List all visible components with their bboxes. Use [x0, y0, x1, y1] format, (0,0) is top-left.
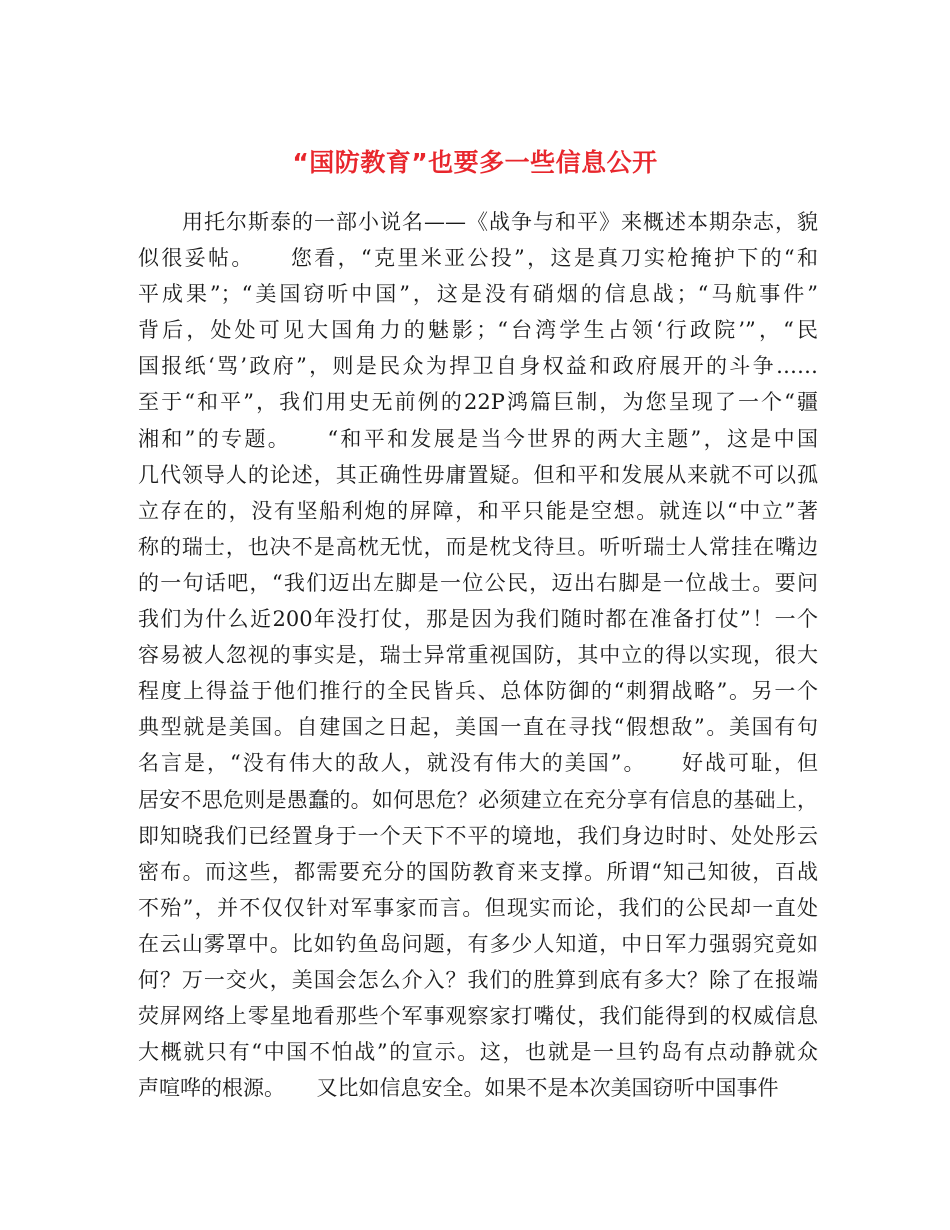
body-line: 几代领导人的论述，其正确性毋庸置疑。但和平和发展从来就不可以孤 [138, 462, 818, 487]
body-line: 立存在的，没有坚船利炮的屏障，和平只能是空想。就连以“中立”著 [138, 498, 818, 523]
body-line: 至于“和平”，我们用史无前例的22P鸿篇巨制，为您呈现了一个“疆 [138, 390, 818, 415]
body-line: 即知晓我们已经置身于一个天下不平的境地，我们身边时时、处处彤云 [138, 823, 818, 848]
document-title: “国防教育”也要多一些信息公开 [292, 147, 658, 177]
body-line: 不殆”，并不仅仅针对军事家而言。但现实而论，我们的公民却一直处 [138, 895, 818, 920]
body-line: 何？万一交火，美国会怎么介入？我们的胜算到底有多大？除了在报端 [138, 967, 818, 992]
body-line: 程度上得益于他们推行的全民皆兵、总体防御的“刺猬战略”。另一个 [138, 679, 818, 704]
body-line: 容易被人忽视的事实是，瑞士异常重视国防，其中立的得以实现，很大 [138, 643, 818, 668]
body-line: 平成果”；“美国窃听中国”，这是没有硝烟的信息战；“马航事件” [138, 282, 818, 307]
body-line: 似很妥帖。 您看，“克里米亚公投”，这是真刀实枪掩护下的“和 [138, 246, 818, 271]
body-line: 称的瑞士，也决不是高枕无忧，而是枕戈待旦。听听瑞士人常挂在嘴边 [138, 534, 818, 559]
body-line: 湘和”的专题。 “和平和发展是当今世界的两大主题”，这是中国 [138, 426, 818, 451]
body-line: 名言是，“没有伟大的敌人，就没有伟大的美国”。 好战可耻，但 [138, 751, 818, 776]
body-line: 我们为什么近200年没打仗，那是因为我们随时都在准备打仗”！一个 [138, 607, 818, 632]
body-line: 居安不思危则是愚蠢的。如何思危？必须建立在充分享有信息的基础上， [138, 787, 818, 812]
body-line: 的一句话吧，“我们迈出左脚是一位公民，迈出右脚是一位战士。要问 [138, 570, 818, 595]
document-body [138, 204, 818, 1106]
body-line: 在云山雾罩中。比如钓鱼岛问题，有多少人知道，中日军力强弱究竟如 [138, 931, 818, 956]
body-line: 声喧哗的根源。 又比如信息安全。如果不是本次美国窃听中国事件 [138, 1076, 779, 1101]
body-line: 荧屏网络上零星地看那些个军事观察家打嘴仗，我们能得到的权威信息 [138, 1004, 818, 1029]
body-line: 用托尔斯泰的一部小说名——《战争与和平》来概述本期杂志，貌 [138, 210, 818, 234]
body-line: 密布。而这些，都需要充分的国防教育来支撑。所谓“知己知彼，百战 [138, 859, 818, 884]
body-line: 大概就只有“中国不怕战”的宣示。这，也就是一旦钓岛有点动静就众 [138, 1040, 818, 1065]
body-line: 国报纸‘骂’政府”，则是民众为捍卫自身权益和政府展开的斗争…… [138, 354, 818, 379]
body-line: 典型就是美国。自建国之日起，美国一直在寻找“假想敌”。美国有句 [138, 715, 818, 740]
body-line: 背后，处处可见大国角力的魅影；“台湾学生占领‘行政院’”，“民 [138, 318, 818, 343]
